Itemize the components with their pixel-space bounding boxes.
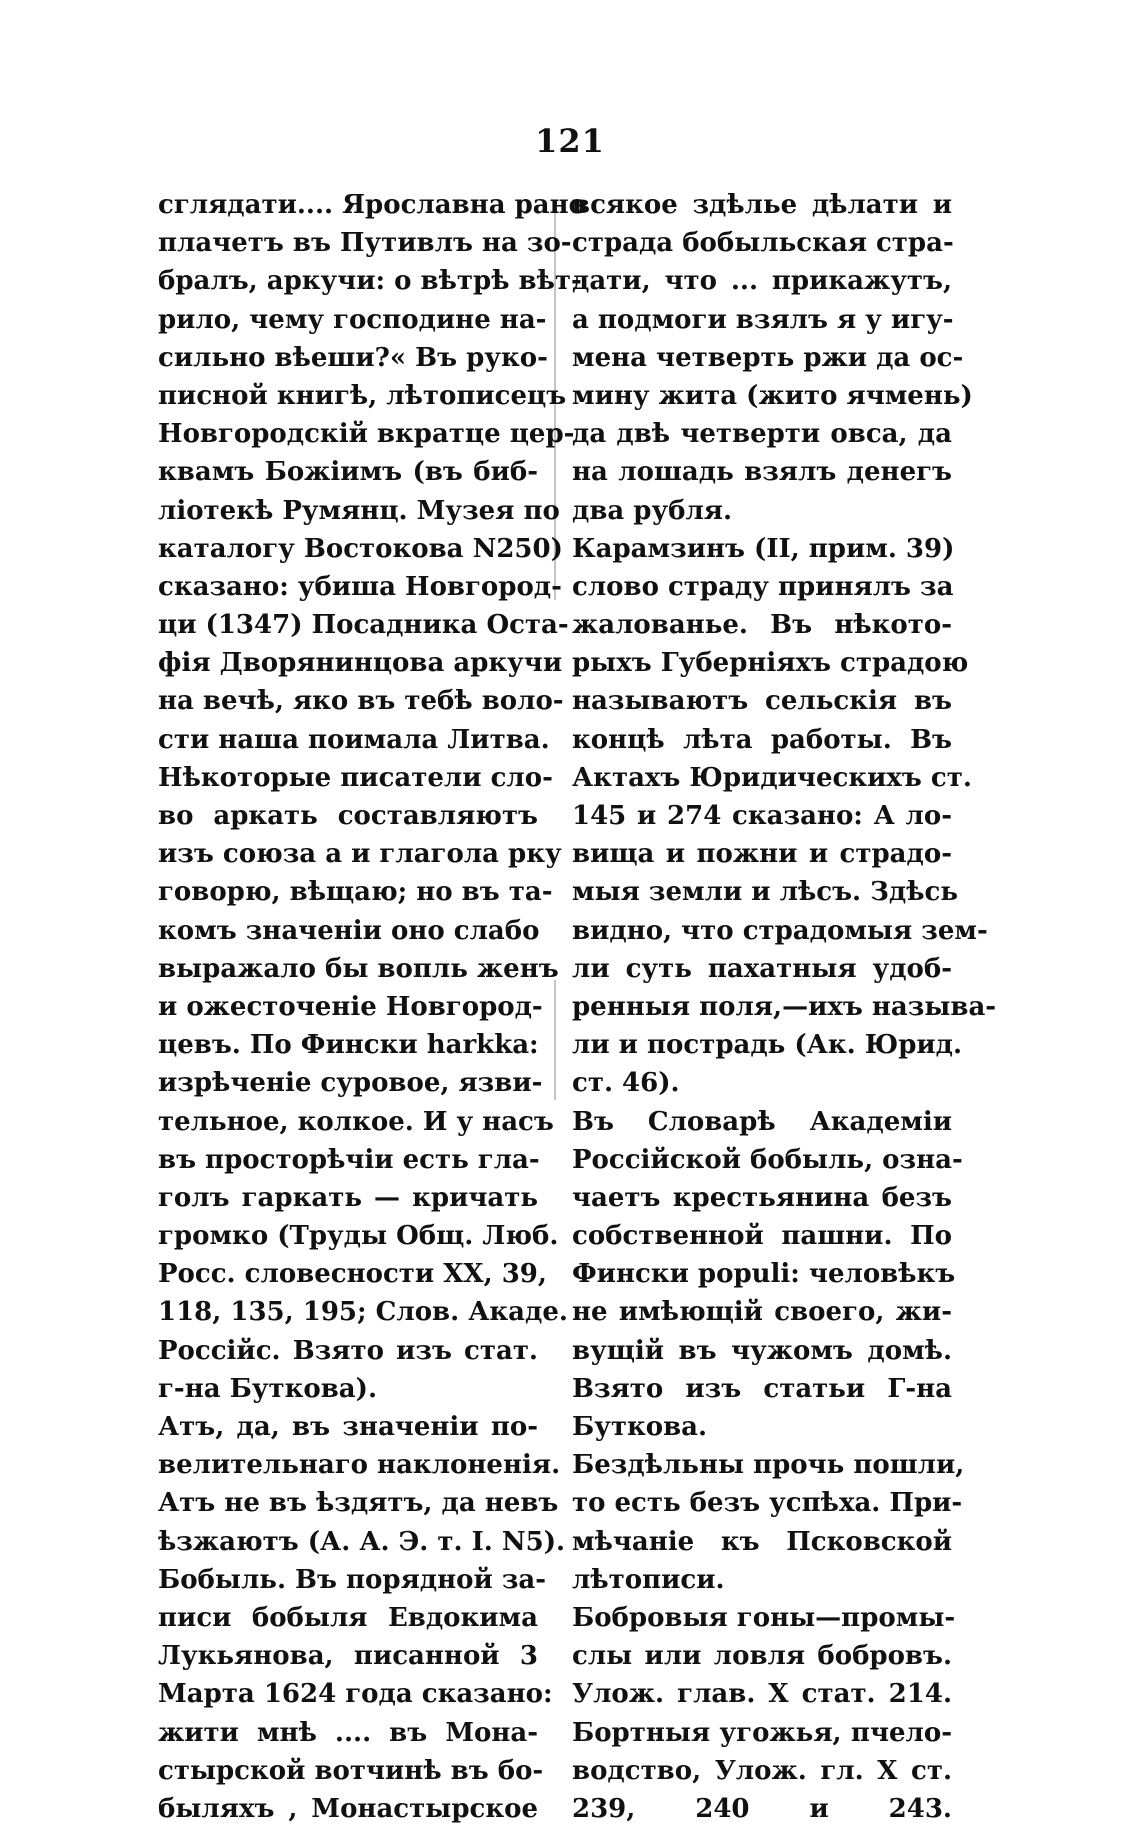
text-line: мыя земли и лѣсъ. Здѣсь bbox=[572, 877, 958, 908]
text-line: Атъ, да, въ значеніи по- bbox=[158, 1412, 538, 1442]
text-line: Карамзинъ (II, прим. 39) bbox=[572, 533, 955, 564]
text-line: мину жита (жито ячмень) bbox=[572, 380, 973, 411]
text-line: Взято изъ статьи Г-на bbox=[572, 1373, 952, 1404]
text-line: концѣ лѣта работы. Въ bbox=[572, 724, 952, 755]
text-line: ли и пострадь (Ак. Юрид. bbox=[572, 1030, 963, 1061]
text-line: тельное, колкое. И у насъ bbox=[158, 1106, 554, 1137]
text-line: всякое здѣлье дѣлати и bbox=[572, 190, 952, 220]
text-line: Россійской бобыль, озна- bbox=[572, 1144, 963, 1175]
text-line: два рубля. bbox=[572, 495, 733, 526]
text-line: голъ гаркать — кричать bbox=[158, 1182, 538, 1213]
text-line: говорю, вѣщаю; но въ та- bbox=[158, 877, 553, 908]
text-line: изрѣченіе суровое, язви- bbox=[158, 1068, 543, 1099]
text-line: сильно вѣеши?« Въ руко- bbox=[158, 342, 548, 373]
column-divider-lower bbox=[554, 980, 556, 1100]
text-line: то есть безъ успѣха. При- bbox=[572, 1488, 963, 1519]
text-line: сказано: убиша Новгород- bbox=[158, 571, 562, 602]
text-line: жити мнѣ .... въ Мона- bbox=[158, 1717, 538, 1748]
text-line: дати, что ... прикажутъ, bbox=[572, 266, 952, 297]
text-line: ст. 46). bbox=[572, 1068, 680, 1099]
text-line: Фински populi: человѣкъ bbox=[572, 1259, 956, 1290]
text-line: рыхъ Губерніяхъ страдою bbox=[572, 648, 969, 679]
text-line: квамъ Божіимъ (въ биб- bbox=[158, 457, 538, 488]
text-line: слы или ловля бобровъ. bbox=[572, 1641, 952, 1672]
text-line: слово страду принялъ за bbox=[572, 571, 954, 602]
text-line: Въ Словарѣ Академіи bbox=[572, 1106, 952, 1137]
text-line: Россійс. Взято изъ стат. bbox=[158, 1335, 538, 1366]
text-line: а подмоги взялъ я у игу- bbox=[572, 304, 954, 335]
text-line: Буткова. bbox=[572, 1412, 708, 1442]
text-line: жалованье. Въ нѣкото- bbox=[572, 610, 952, 641]
text-line: каталогу Востокова N250) bbox=[158, 533, 563, 564]
text-line: водство, Улож. гл. X ст. bbox=[572, 1755, 952, 1786]
text-line: Лукьянова, писанной 3 bbox=[158, 1641, 538, 1672]
text-line: на лошадь взялъ денегъ bbox=[572, 457, 952, 488]
text-line: быляхъ , Монастырское bbox=[158, 1793, 538, 1824]
text-line: Бобровыя гоны—промы- bbox=[572, 1602, 956, 1633]
text-line: собственной пашни. По bbox=[572, 1221, 952, 1252]
text-line: называютъ сельскія въ bbox=[572, 686, 952, 717]
text-line: комъ значеніи оно слабо bbox=[158, 915, 540, 946]
text-line: бралъ, аркучи: о вѣтрѣ вѣт- bbox=[158, 266, 582, 297]
text-line: чаетъ крестьянина безъ bbox=[572, 1182, 952, 1213]
left-text-column bbox=[158, 186, 586, 1828]
text-line: писной книгѣ, лѣтописецъ bbox=[158, 380, 567, 411]
text-line: ѣзжаютъ (А. А. Э. т. I. N5). bbox=[158, 1526, 566, 1557]
text-line: цевъ. По Фински harkka: bbox=[158, 1030, 539, 1061]
text-line: ли суть пахатныя удоб- bbox=[572, 953, 952, 984]
text-line: лѣтописи. bbox=[572, 1564, 725, 1595]
text-line: страда бобыльская стра- bbox=[572, 228, 954, 259]
text-line: мѣчаніе къ Псковской bbox=[572, 1526, 952, 1557]
text-line: сглядати.... Ярославна рано bbox=[158, 190, 586, 220]
text-line: 239, 240 и 243. bbox=[572, 1793, 952, 1824]
text-line: писи бобыля Евдокима bbox=[158, 1602, 538, 1633]
text-line: мена четверть ржи да ос- bbox=[572, 342, 964, 373]
text-line: Бортныя угожья, пчело- bbox=[572, 1717, 952, 1748]
text-line: ренныя поля,—ихъ называ- bbox=[572, 991, 997, 1022]
text-line: стырской вотчинѣ въ бо- bbox=[158, 1755, 544, 1786]
text-line: Бездѣльны прочь пошли, bbox=[572, 1450, 965, 1481]
text-line: Улож. глав. X стат. 214. bbox=[572, 1679, 952, 1710]
text-line: рило, чему господине на- bbox=[158, 304, 547, 335]
text-line: Новгородскій вкратце цер- bbox=[158, 419, 575, 450]
text-line: не имѣющій своего, жи- bbox=[572, 1297, 952, 1328]
text-line: вища и пожни и страдо- bbox=[572, 839, 952, 870]
text-line: изъ союза а и глагола рку bbox=[158, 839, 562, 870]
text-line: въ просторѣчіи есть гла- bbox=[158, 1144, 540, 1175]
text-line: Марта 1624 года сказано: bbox=[158, 1679, 553, 1710]
text-line: на вечѣ, яко въ тебѣ воло- bbox=[158, 686, 564, 717]
text-line: Атъ не въ ѣздятъ, да невъ bbox=[158, 1488, 559, 1519]
text-line: ліотекѣ Румянц. Музея по bbox=[158, 495, 560, 526]
text-line: Актахъ Юридическихъ ст. bbox=[572, 762, 972, 793]
right-text-column bbox=[572, 186, 997, 1828]
text-line: Бобыль. Въ порядной за- bbox=[158, 1564, 547, 1595]
text-line: сти наша поимала Литва. bbox=[158, 724, 550, 755]
text-line: 118, 135, 195; Слов. Акаде. bbox=[158, 1297, 568, 1328]
text-line: выражало бы вопль женъ bbox=[158, 953, 559, 984]
text-line: громко (Труды Общ. Люб. bbox=[158, 1221, 559, 1252]
text-line: во аркать составляютъ bbox=[158, 801, 538, 831]
text-line: плачетъ въ Путивлъ на зо- bbox=[158, 228, 572, 259]
text-line: велительнаго наклоненія. bbox=[158, 1450, 561, 1481]
text-line: вущій въ чужомъ домѣ. bbox=[572, 1335, 952, 1366]
page-number: 121 bbox=[535, 122, 605, 160]
text-line: и ожесточеніе Новгород- bbox=[158, 991, 543, 1022]
text-line: 145 и 274 сказано: А ло- bbox=[572, 801, 952, 831]
text-line: фія Дворянинцова аркучи bbox=[158, 648, 563, 679]
text-line: ци (1347) Посадника Оста- bbox=[158, 610, 569, 641]
text-line: Росс. словесности XX, 39, bbox=[158, 1259, 547, 1290]
text-line: да двѣ четверти овса, да bbox=[572, 419, 952, 450]
text-line: Нѣкоторые писатели сло- bbox=[158, 762, 553, 793]
text-line: видно, что страдомыя зем- bbox=[572, 915, 988, 946]
text-line: г-на Буткова). bbox=[158, 1373, 378, 1404]
